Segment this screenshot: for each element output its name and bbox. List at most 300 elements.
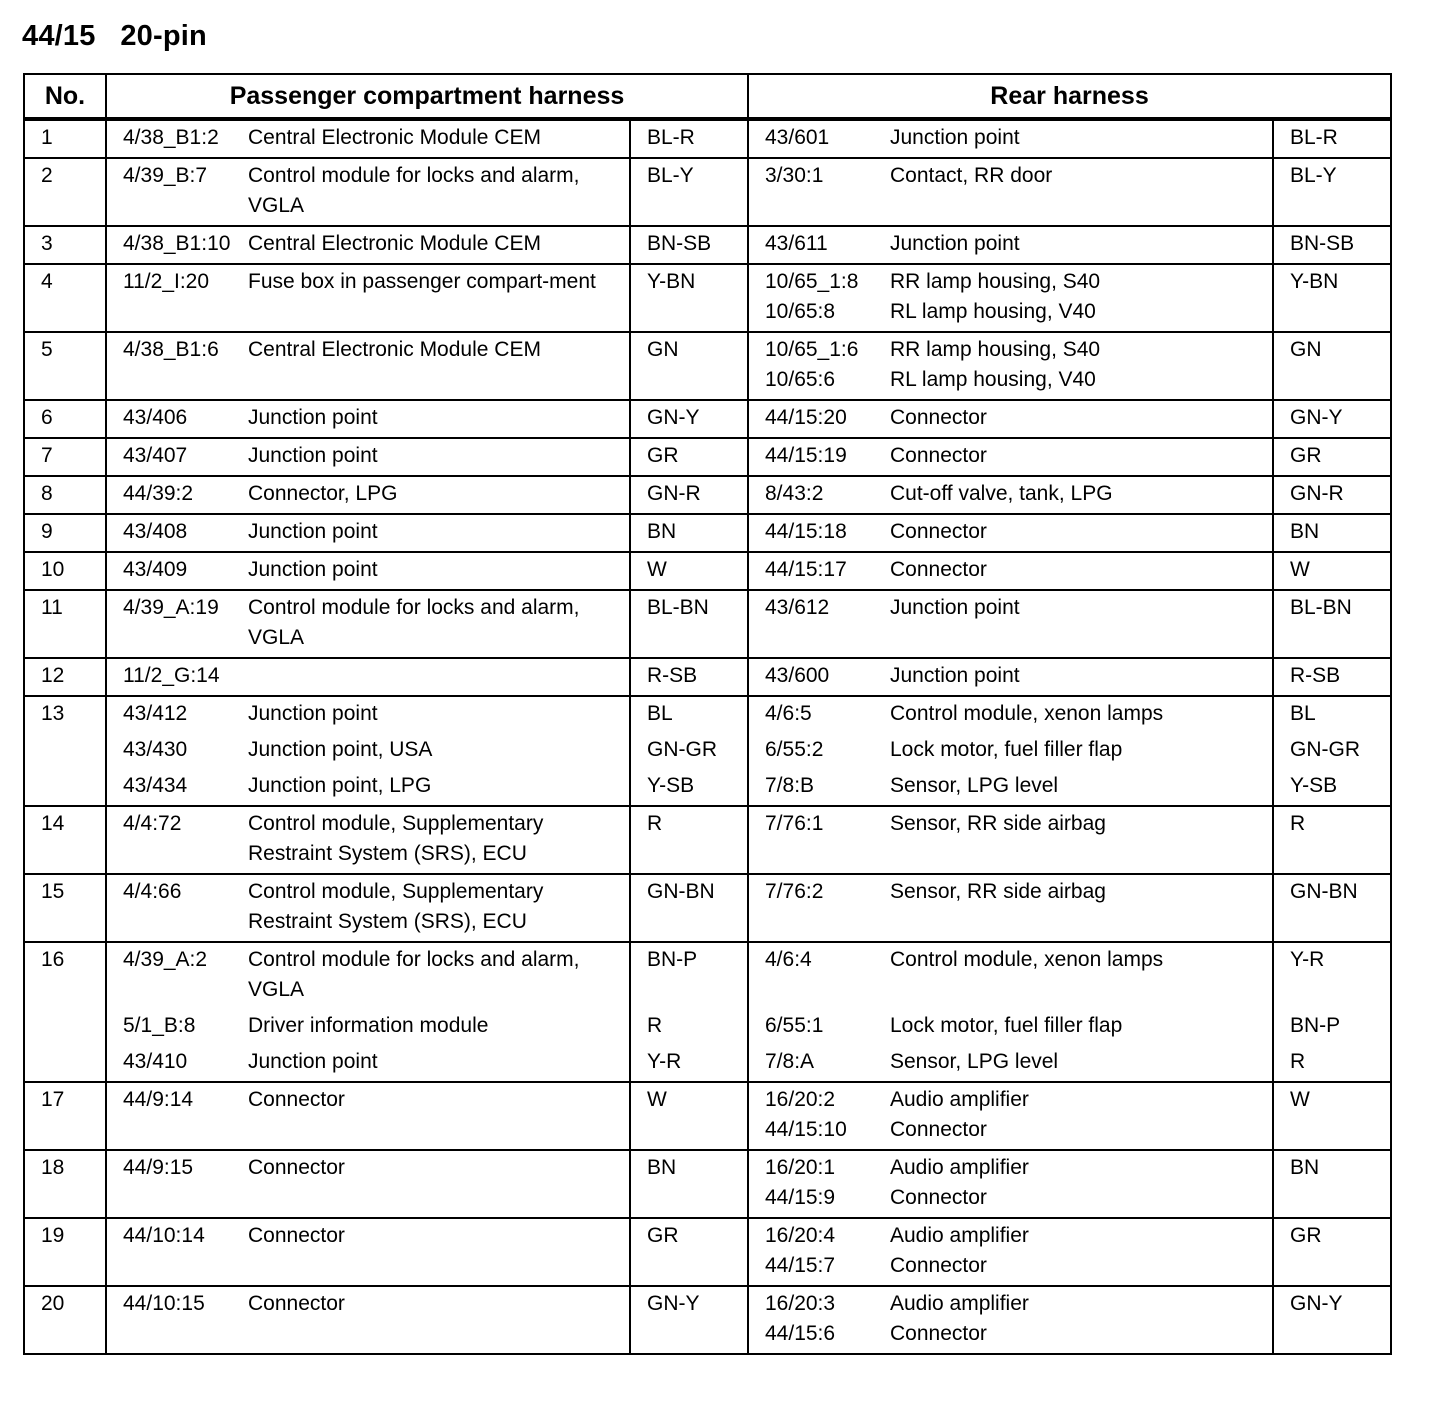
header-passenger-harness: Passenger compartment harness	[106, 74, 748, 118]
pin-number-text: 15	[41, 880, 65, 903]
pin-number	[24, 1218, 106, 1286]
pin-number-text: 3	[41, 232, 53, 255]
rear-component-code	[748, 1082, 890, 1150]
passenger-component-code	[106, 1150, 248, 1218]
passenger-component-code	[106, 120, 248, 158]
passenger-component-code	[106, 400, 248, 438]
pin-number	[24, 158, 106, 226]
passenger-wire-color	[630, 769, 748, 806]
pin-number	[24, 590, 106, 658]
rear-wire-color	[1273, 769, 1391, 806]
passenger-wire-color-text: BN-P	[647, 948, 698, 971]
passenger-wire-color-text: Y-R	[647, 1050, 682, 1073]
rear-wire-color	[1273, 120, 1391, 158]
passenger-component-name	[248, 1218, 630, 1286]
rear-wire-color	[1273, 1082, 1391, 1150]
pin-number	[24, 806, 106, 874]
rear-component-code-text: 7/76:1	[765, 812, 824, 835]
rear-component-name-text: RL lamp housing, V40	[890, 300, 1096, 323]
passenger-component-name	[248, 696, 630, 733]
rear-component-code-text: 44/15:18	[765, 520, 847, 543]
rear-component-code	[748, 514, 890, 552]
pin-number	[24, 438, 106, 476]
passenger-component-name-text: Fuse box in passenger compart-ment	[248, 270, 596, 293]
passenger-wire-color-text: W	[647, 1088, 667, 1111]
passenger-wire-color	[630, 514, 748, 552]
rear-wire-color-text: GN-R	[1290, 482, 1344, 505]
rear-wire-color	[1273, 806, 1391, 874]
rear-component-code-text: 10/65_1:8	[765, 270, 859, 293]
passenger-wire-color	[630, 332, 748, 400]
rear-component-name-text: Control module, xenon lamps	[890, 702, 1164, 725]
passenger-wire-color	[630, 120, 748, 158]
rear-component-code-text: 16/20:2	[765, 1088, 836, 1111]
rear-component-name	[890, 438, 1273, 476]
rear-wire-color	[1273, 1150, 1391, 1218]
rear-component-name-text: Junction point	[890, 232, 1020, 255]
pin-number	[24, 658, 106, 696]
rear-component-code-text: 7/8:B	[765, 774, 815, 797]
passenger-wire-color	[630, 552, 748, 590]
rear-wire-color	[1273, 332, 1391, 400]
pin-number-text: 14	[41, 812, 65, 835]
pin-number-text: 19	[41, 1224, 65, 1247]
rear-wire-color-text: BN	[1290, 520, 1320, 543]
passenger-wire-color-text: BN-SB	[647, 232, 712, 255]
rear-wire-color	[1273, 400, 1391, 438]
passenger-component-code	[106, 1045, 248, 1082]
passenger-wire-color	[630, 400, 748, 438]
rear-wire-color	[1273, 264, 1391, 332]
rear-component-name	[890, 1218, 1273, 1286]
passenger-component-name	[248, 226, 630, 264]
page-title: 44/15 20-pin	[22, 20, 207, 52]
rear-component-code-text: 16/20:4	[765, 1224, 836, 1247]
passenger-component-name	[248, 400, 630, 438]
rear-component-name	[890, 264, 1273, 332]
rear-wire-color	[1273, 658, 1391, 696]
pin-number-text: 10	[41, 558, 65, 581]
passenger-component-code	[106, 332, 248, 400]
passenger-component-code-text: 43/407	[123, 444, 188, 467]
rear-component-code-text: 10/65_1:6	[765, 338, 859, 361]
pin-number	[24, 226, 106, 264]
passenger-wire-color-text: R-SB	[647, 664, 698, 687]
passenger-component-name-text: Central Electronic Module CEM	[248, 126, 541, 149]
pin-number	[24, 1009, 106, 1045]
rear-wire-color-text: BL-BN	[1290, 596, 1352, 619]
pin-number	[24, 874, 106, 942]
rear-component-name-text: Audio amplifier	[890, 1156, 1029, 1179]
rear-component-code	[748, 769, 890, 806]
passenger-component-code	[106, 769, 248, 806]
passenger-wire-color-text: Y-BN	[647, 270, 696, 293]
rear-wire-color	[1273, 590, 1391, 658]
passenger-component-name	[248, 1082, 630, 1150]
passenger-wire-color-text: GR	[647, 444, 679, 467]
rear-component-code	[748, 264, 890, 332]
rear-component-code-text: 44/15:10	[765, 1118, 847, 1141]
rear-component-code-text: 6/55:2	[765, 738, 824, 761]
rear-component-name	[890, 514, 1273, 552]
table-row	[24, 1286, 1391, 1354]
passenger-component-code	[106, 1009, 248, 1045]
passenger-component-code-text: 44/9:14	[123, 1088, 194, 1111]
passenger-component-code-text: 43/430	[123, 738, 188, 761]
rear-component-name-text: Cut-off valve, tank, LPG	[890, 482, 1113, 505]
rear-wire-color-text: GR	[1290, 1224, 1322, 1247]
table-row	[24, 158, 1391, 226]
rear-component-name	[890, 733, 1273, 769]
rear-wire-color-text: W	[1290, 1088, 1310, 1111]
passenger-component-name	[248, 733, 630, 769]
rear-wire-color-text: BL-R	[1290, 126, 1338, 149]
passenger-wire-color	[630, 476, 748, 514]
rear-component-code	[748, 806, 890, 874]
pin-number-text: 17	[41, 1088, 65, 1111]
header-rear-harness: Rear harness	[748, 74, 1391, 118]
passenger-wire-color	[630, 806, 748, 874]
pin-number-text: 9	[41, 520, 53, 543]
rear-component-name-text: Connector	[890, 558, 987, 581]
passenger-component-code-text: 43/412	[123, 702, 188, 725]
rear-component-code	[748, 552, 890, 590]
rear-wire-color	[1273, 1286, 1391, 1354]
rear-wire-color-text: BL	[1290, 702, 1316, 725]
rear-component-code-text: 7/76:2	[765, 880, 824, 903]
rear-component-name	[890, 769, 1273, 806]
passenger-component-name-text: Junction point	[248, 558, 378, 581]
passenger-component-code	[106, 476, 248, 514]
pin-number	[24, 696, 106, 733]
passenger-wire-color-text: GN-BN	[647, 880, 715, 903]
rear-wire-color	[1273, 1045, 1391, 1082]
pin-number	[24, 552, 106, 590]
passenger-component-code-text: 43/409	[123, 558, 188, 581]
passenger-component-code	[106, 264, 248, 332]
table-row	[24, 476, 1391, 514]
connector-pinout-table	[23, 73, 1392, 1355]
rear-component-name-text: RL lamp housing, V40	[890, 368, 1096, 391]
pin-number	[24, 1150, 106, 1218]
rear-component-name-text: Control module, xenon lamps	[890, 948, 1164, 971]
rear-wire-color-text: GN-GR	[1290, 738, 1360, 761]
rear-wire-color	[1273, 226, 1391, 264]
rear-component-code	[748, 733, 890, 769]
rear-wire-color	[1273, 514, 1391, 552]
passenger-component-code	[106, 733, 248, 769]
pin-number	[24, 120, 106, 158]
rear-component-name-text: Junction point	[890, 664, 1020, 687]
passenger-wire-color	[630, 1218, 748, 1286]
rear-wire-color	[1273, 552, 1391, 590]
passenger-component-code-text: 43/434	[123, 774, 188, 797]
passenger-component-code	[106, 590, 248, 658]
passenger-wire-color	[630, 942, 748, 1009]
rear-component-code-text: 44/15:17	[765, 558, 847, 581]
passenger-component-code	[106, 874, 248, 942]
passenger-component-code-text: 4/38_B1:10	[123, 232, 231, 255]
rear-wire-color-text: R	[1290, 1050, 1306, 1073]
passenger-wire-color-text: R	[647, 812, 663, 835]
passenger-component-name	[248, 120, 630, 158]
rear-component-name	[890, 226, 1273, 264]
passenger-wire-color-text: GR	[647, 1224, 679, 1247]
rear-component-code	[748, 120, 890, 158]
passenger-component-code	[106, 1218, 248, 1286]
passenger-component-name	[248, 874, 630, 942]
rear-component-name-text: Connector	[890, 1254, 987, 1277]
rear-component-name	[890, 400, 1273, 438]
rear-component-code-text: 16/20:1	[765, 1156, 836, 1179]
passenger-component-code-text: 4/39_A:2	[123, 948, 208, 971]
table-row	[24, 264, 1391, 332]
pin-number	[24, 1082, 106, 1150]
rear-component-name-text: RR lamp housing, S40	[890, 270, 1101, 293]
rear-component-name	[890, 696, 1273, 733]
pin-number-text: 5	[41, 338, 53, 361]
rear-component-name	[890, 590, 1273, 658]
rear-component-code-text: 43/600	[765, 664, 830, 687]
pin-number-text: 16	[41, 948, 65, 971]
rear-wire-color-text: GR	[1290, 444, 1322, 467]
rear-component-code-text: 4/6:4	[765, 948, 812, 971]
rear-component-name	[890, 942, 1273, 1009]
passenger-wire-color-text: W	[647, 558, 667, 581]
rear-component-name	[890, 1045, 1273, 1082]
rear-component-code-text: 7/8:A	[765, 1050, 815, 1073]
pin-number-text: 1	[41, 126, 53, 149]
passenger-component-name	[248, 942, 630, 1009]
rear-wire-color-text: R-SB	[1290, 664, 1341, 687]
rear-wire-color-text: GN-Y	[1290, 406, 1343, 429]
passenger-component-code-text: 44/39:2	[123, 482, 194, 505]
passenger-component-code-text: 4/4:66	[123, 880, 182, 903]
passenger-component-name-text: Driver information module	[248, 1014, 489, 1037]
table-row	[24, 1045, 1391, 1082]
table-row	[24, 226, 1391, 264]
passenger-wire-color	[630, 1286, 748, 1354]
passenger-wire-color	[630, 1082, 748, 1150]
passenger-component-code-text: 44/10:15	[123, 1292, 205, 1315]
rear-component-code	[748, 874, 890, 942]
rear-component-code-text: 3/30:1	[765, 164, 824, 187]
rear-wire-color-text: Y-BN	[1290, 270, 1339, 293]
pin-number-text: 6	[41, 406, 53, 429]
passenger-component-name-text: Control module for locks and alarm, VGLA	[248, 596, 580, 649]
passenger-component-code	[106, 942, 248, 1009]
table-row	[24, 874, 1391, 942]
passenger-component-name	[248, 1150, 630, 1218]
table-row	[24, 400, 1391, 438]
pin-number	[24, 769, 106, 806]
passenger-component-code	[106, 696, 248, 733]
rear-component-name	[890, 806, 1273, 874]
passenger-component-code-text: 4/38_B1:6	[123, 338, 219, 361]
rear-wire-color	[1273, 696, 1391, 733]
passenger-component-name-text: Central Electronic Module CEM	[248, 232, 541, 255]
rear-component-name-text: Junction point	[890, 596, 1020, 619]
pin-number-text: 4	[41, 270, 53, 293]
pin-number	[24, 400, 106, 438]
rear-wire-color-text: BN-SB	[1290, 232, 1355, 255]
passenger-component-code	[106, 514, 248, 552]
rear-wire-color-text: BL-Y	[1290, 164, 1337, 187]
rear-wire-color-text: Y-SB	[1290, 774, 1338, 797]
rear-component-name-text: Sensor, RR side airbag	[890, 880, 1106, 903]
rear-component-name-text: Contact, RR door	[890, 164, 1053, 187]
passenger-wire-color	[630, 696, 748, 733]
passenger-component-code-text: 43/410	[123, 1050, 188, 1073]
passenger-wire-color-text: BL	[647, 702, 673, 725]
rear-component-name-text: Connector	[890, 1322, 987, 1345]
passenger-wire-color	[630, 733, 748, 769]
rear-component-code	[748, 1218, 890, 1286]
passenger-wire-color	[630, 264, 748, 332]
passenger-component-name-text: Junction point, LPG	[248, 774, 432, 797]
rear-component-name-text: Audio amplifier	[890, 1224, 1029, 1247]
passenger-wire-color	[630, 658, 748, 696]
pin-number-text: 2	[41, 164, 53, 187]
rear-component-name	[890, 658, 1273, 696]
table-row	[24, 1218, 1391, 1286]
passenger-wire-color-text: BL-R	[647, 126, 695, 149]
rear-wire-color	[1273, 1009, 1391, 1045]
passenger-wire-color-text: GN	[647, 338, 679, 361]
pin-number	[24, 942, 106, 1009]
rear-component-code	[748, 942, 890, 1009]
passenger-component-code	[106, 658, 248, 696]
rear-wire-color	[1273, 476, 1391, 514]
pin-number	[24, 1286, 106, 1354]
passenger-wire-color	[630, 226, 748, 264]
pin-number	[24, 733, 106, 769]
rear-component-name-text: Connector	[890, 444, 987, 467]
rear-component-code-text: 43/612	[765, 596, 830, 619]
passenger-wire-color-text: BL-BN	[647, 596, 709, 619]
passenger-wire-color-text: GN-R	[647, 482, 701, 505]
rear-component-name-text: Connector	[890, 1118, 987, 1141]
passenger-component-name-text: Connector	[248, 1224, 345, 1247]
pin-number-text: 12	[41, 664, 65, 687]
rear-component-name	[890, 476, 1273, 514]
passenger-wire-color-text: GN-Y	[647, 406, 700, 429]
rear-wire-color-text: W	[1290, 558, 1310, 581]
rear-wire-color-text: BN	[1290, 1156, 1320, 1179]
passenger-component-code-text: 4/39_A:19	[123, 596, 219, 619]
rear-component-name	[890, 120, 1273, 158]
rear-component-name-text: Sensor, LPG level	[890, 774, 1059, 797]
passenger-component-code	[106, 226, 248, 264]
passenger-wire-color	[630, 590, 748, 658]
passenger-component-code	[106, 1082, 248, 1150]
passenger-wire-color-text: GN-Y	[647, 1292, 700, 1315]
rear-component-code	[748, 658, 890, 696]
passenger-component-name	[248, 1286, 630, 1354]
passenger-wire-color	[630, 874, 748, 942]
rear-component-name	[890, 1009, 1273, 1045]
rear-wire-color	[1273, 438, 1391, 476]
pin-number-text: 11	[41, 596, 63, 619]
rear-component-code-text: 4/6:5	[765, 702, 812, 725]
rear-component-code	[748, 158, 890, 226]
rear-component-code	[748, 1009, 890, 1045]
rear-component-name	[890, 158, 1273, 226]
rear-component-code	[748, 332, 890, 400]
pin-number	[24, 514, 106, 552]
passenger-component-name	[248, 332, 630, 400]
table-row	[24, 696, 1391, 733]
rear-component-name-text: Lock motor, fuel filler flap	[890, 738, 1123, 761]
passenger-component-code	[106, 552, 248, 590]
rear-component-code-text: 44/15:7	[765, 1254, 836, 1277]
passenger-component-name	[248, 552, 630, 590]
rear-component-code-text: 43/601	[765, 126, 830, 149]
pin-number-text: 8	[41, 482, 53, 505]
passenger-wire-color-text: R	[647, 1014, 663, 1037]
passenger-component-name-text: Junction point	[248, 520, 378, 543]
table-body	[24, 120, 1391, 1354]
passenger-component-code-text: 43/408	[123, 520, 188, 543]
rear-component-code	[748, 226, 890, 264]
pin-number	[24, 264, 106, 332]
table-row	[24, 120, 1391, 158]
passenger-wire-color-text: BN	[647, 520, 677, 543]
rear-component-name-text: RR lamp housing, S40	[890, 338, 1101, 361]
table-row	[24, 1150, 1391, 1218]
passenger-component-name-text: Junction point	[248, 702, 378, 725]
rear-wire-color	[1273, 942, 1391, 1009]
pin-number-text: 13	[41, 702, 65, 725]
rear-component-code	[748, 438, 890, 476]
pin-number	[24, 332, 106, 400]
rear-component-name-text: Audio amplifier	[890, 1292, 1029, 1315]
rear-wire-color-text: BN-P	[1290, 1014, 1341, 1037]
passenger-component-code-text: 44/10:14	[123, 1224, 205, 1247]
rear-component-name-text: Sensor, LPG level	[890, 1050, 1059, 1073]
rear-wire-color-text: GN-BN	[1290, 880, 1358, 903]
rear-component-code-text: 10/65:6	[765, 368, 836, 391]
rear-wire-color-text: Y-R	[1290, 948, 1325, 971]
rear-component-code-text: 44/15:6	[765, 1322, 836, 1345]
rear-component-name-text: Sensor, RR side airbag	[890, 812, 1106, 835]
rear-component-code-text: 44/15:20	[765, 406, 847, 429]
rear-component-name-text: Lock motor, fuel filler flap	[890, 1014, 1123, 1037]
rear-component-name	[890, 1286, 1273, 1354]
rear-component-name	[890, 1082, 1273, 1150]
passenger-component-name	[248, 590, 630, 658]
passenger-wire-color	[630, 158, 748, 226]
passenger-component-name	[248, 806, 630, 874]
passenger-component-name-text: Junction point	[248, 406, 378, 429]
passenger-component-name-text: Central Electronic Module CEM	[248, 338, 541, 361]
pin-number-text: 18	[41, 1156, 65, 1179]
passenger-wire-color-text: GN-GR	[647, 738, 717, 761]
rear-wire-color	[1273, 733, 1391, 769]
rear-component-name	[890, 874, 1273, 942]
table-row	[24, 658, 1391, 696]
rear-component-code	[748, 1045, 890, 1082]
passenger-wire-color	[630, 438, 748, 476]
table-row	[24, 332, 1391, 400]
rear-component-code-text: 8/43:2	[765, 482, 824, 505]
passenger-component-name	[248, 476, 630, 514]
table-row	[24, 1009, 1391, 1045]
passenger-component-code-text: 4/4:72	[123, 812, 182, 835]
rear-component-code	[748, 1286, 890, 1354]
passenger-component-name	[248, 514, 630, 552]
passenger-component-code	[106, 806, 248, 874]
